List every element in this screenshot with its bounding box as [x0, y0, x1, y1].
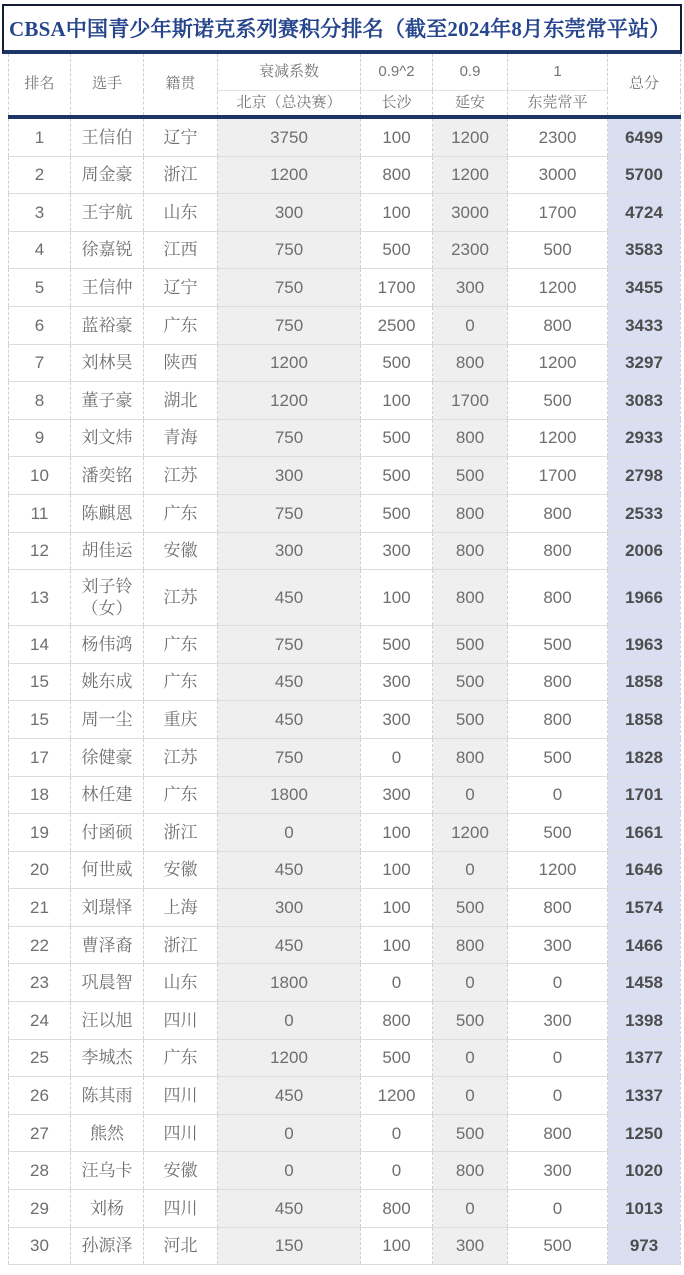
cell-origin: 广东 — [144, 776, 218, 814]
table-row — [9, 156, 681, 194]
cell-dongguan: 800 — [508, 570, 608, 626]
col-subheader-changsha: 长沙 — [361, 91, 433, 118]
cell-total: 1963 — [608, 626, 681, 664]
cell-changsha: 800 — [361, 156, 433, 194]
table-row — [9, 494, 681, 532]
cell-origin: 四川 — [144, 1002, 218, 1040]
header-row-coefficients — [9, 54, 681, 91]
cell-rank: 17 — [9, 738, 71, 776]
cell-rank: 18 — [9, 776, 71, 814]
cell-dongguan: 500 — [508, 814, 608, 852]
cell-rank: 2 — [9, 156, 71, 194]
cell-yanan: 0 — [433, 851, 508, 889]
cell-origin: 江西 — [144, 231, 218, 269]
cell-yanan: 800 — [433, 494, 508, 532]
cell-dongguan: 0 — [508, 964, 608, 1002]
cell-changsha: 100 — [361, 851, 433, 889]
cell-total: 1858 — [608, 663, 681, 701]
table-row — [9, 1190, 681, 1228]
cell-changsha: 0 — [361, 1114, 433, 1152]
cell-beijing: 750 — [218, 231, 361, 269]
cell-changsha: 2500 — [361, 306, 433, 344]
col-subheader-dongguan: 东莞常平 — [508, 91, 608, 118]
cell-dongguan: 800 — [508, 889, 608, 927]
table-row — [9, 1039, 681, 1077]
cell-rank: 11 — [9, 494, 71, 532]
ranking-table — [8, 54, 681, 1265]
cell-origin: 广东 — [144, 663, 218, 701]
cell-total: 1701 — [608, 776, 681, 814]
cell-origin: 浙江 — [144, 926, 218, 964]
cell-beijing: 450 — [218, 570, 361, 626]
cell-rank: 12 — [9, 532, 71, 570]
cell-dongguan: 300 — [508, 926, 608, 964]
cell-player: 刘子铃（女） — [71, 570, 144, 626]
cell-yanan: 0 — [433, 1190, 508, 1228]
cell-rank: 29 — [9, 1190, 71, 1228]
cell-dongguan: 0 — [508, 1039, 608, 1077]
col-header-coef-dongguan: 1 — [508, 54, 608, 91]
col-subheader-yanan: 延安 — [433, 91, 508, 118]
cell-total: 1020 — [608, 1152, 681, 1190]
cell-rank: 14 — [9, 626, 71, 664]
cell-origin: 重庆 — [144, 701, 218, 739]
cell-total: 1646 — [608, 851, 681, 889]
cell-total: 3297 — [608, 344, 681, 382]
cell-origin: 浙江 — [144, 156, 218, 194]
cell-beijing: 450 — [218, 926, 361, 964]
table-header — [9, 54, 681, 117]
cell-rank: 27 — [9, 1114, 71, 1152]
cell-rank: 9 — [9, 419, 71, 457]
cell-rank: 6 — [9, 306, 71, 344]
cell-beijing: 0 — [218, 1152, 361, 1190]
cell-player: 汪乌卡 — [71, 1152, 144, 1190]
cell-total: 2933 — [608, 419, 681, 457]
cell-yanan: 1200 — [433, 814, 508, 852]
cell-origin: 江苏 — [144, 457, 218, 495]
cell-dongguan: 1700 — [508, 457, 608, 495]
cell-yanan: 1200 — [433, 156, 508, 194]
cell-changsha: 500 — [361, 231, 433, 269]
col-header-rank: 排名 — [9, 54, 71, 117]
cell-rank: 1 — [9, 117, 71, 156]
cell-rank: 8 — [9, 382, 71, 420]
cell-rank: 22 — [9, 926, 71, 964]
cell-beijing: 750 — [218, 269, 361, 307]
cell-yanan: 500 — [433, 457, 508, 495]
cell-yanan: 0 — [433, 1077, 508, 1115]
cell-dongguan: 800 — [508, 494, 608, 532]
cell-origin: 江苏 — [144, 738, 218, 776]
page-title: CBSA中国青少年斯诺克系列赛积分排名（截至2024年8月东莞常平站） — [9, 17, 671, 41]
cell-total: 973 — [608, 1227, 681, 1265]
cell-changsha: 1200 — [361, 1077, 433, 1115]
cell-total: 1574 — [608, 889, 681, 927]
cell-total: 1337 — [608, 1077, 681, 1115]
cell-player: 徐嘉锐 — [71, 231, 144, 269]
cell-origin: 四川 — [144, 1114, 218, 1152]
cell-total: 6499 — [608, 117, 681, 156]
cell-total: 1013 — [608, 1190, 681, 1228]
cell-origin: 山东 — [144, 194, 218, 232]
cell-player: 王信伯 — [71, 117, 144, 156]
cell-changsha: 0 — [361, 964, 433, 1002]
cell-rank: 5 — [9, 269, 71, 307]
cell-yanan: 500 — [433, 1002, 508, 1040]
cell-origin: 安徽 — [144, 1152, 218, 1190]
cell-dongguan: 0 — [508, 776, 608, 814]
cell-rank: 19 — [9, 814, 71, 852]
cell-origin: 上海 — [144, 889, 218, 927]
cell-total: 1828 — [608, 738, 681, 776]
cell-total: 1398 — [608, 1002, 681, 1040]
cell-yanan: 800 — [433, 738, 508, 776]
cell-yanan: 500 — [433, 626, 508, 664]
cell-rank: 20 — [9, 851, 71, 889]
cell-total: 2006 — [608, 532, 681, 570]
cell-origin: 安徽 — [144, 851, 218, 889]
cell-total: 1858 — [608, 701, 681, 739]
cell-rank: 24 — [9, 1002, 71, 1040]
cell-rank: 21 — [9, 889, 71, 927]
cell-total: 1458 — [608, 964, 681, 1002]
cell-beijing: 450 — [218, 1190, 361, 1228]
cell-total: 1661 — [608, 814, 681, 852]
cell-total: 1377 — [608, 1039, 681, 1077]
cell-player: 李城杰 — [71, 1039, 144, 1077]
cell-total: 4724 — [608, 194, 681, 232]
table-row — [9, 964, 681, 1002]
cell-beijing: 1800 — [218, 964, 361, 1002]
cell-beijing: 450 — [218, 663, 361, 701]
cell-dongguan: 500 — [508, 738, 608, 776]
cell-origin: 四川 — [144, 1077, 218, 1115]
table-body — [9, 117, 681, 1265]
cell-origin: 辽宁 — [144, 269, 218, 307]
cell-player: 何世威 — [71, 851, 144, 889]
table-row — [9, 344, 681, 382]
cell-yanan: 800 — [433, 1152, 508, 1190]
cell-origin: 江苏 — [144, 570, 218, 626]
cell-changsha: 1700 — [361, 269, 433, 307]
cell-rank: 10 — [9, 457, 71, 495]
cell-beijing: 300 — [218, 532, 361, 570]
cell-beijing: 450 — [218, 851, 361, 889]
cell-total: 1466 — [608, 926, 681, 964]
cell-dongguan: 500 — [508, 231, 608, 269]
col-header-coef-yanan: 0.9 — [433, 54, 508, 91]
cell-player: 陈其雨 — [71, 1077, 144, 1115]
cell-beijing: 750 — [218, 494, 361, 532]
table-row — [9, 701, 681, 739]
cell-player: 蓝裕豪 — [71, 306, 144, 344]
cell-player: 董子豪 — [71, 382, 144, 420]
cell-yanan: 300 — [433, 269, 508, 307]
table-row — [9, 194, 681, 232]
cell-total: 1966 — [608, 570, 681, 626]
cell-player: 潘奕铭 — [71, 457, 144, 495]
cell-changsha: 500 — [361, 344, 433, 382]
cell-origin: 浙江 — [144, 814, 218, 852]
col-header-coef-changsha: 0.9^2 — [361, 54, 433, 91]
cell-player: 曹泽裔 — [71, 926, 144, 964]
table-row — [9, 926, 681, 964]
cell-player: 巩晨智 — [71, 964, 144, 1002]
table-row — [9, 1077, 681, 1115]
cell-player: 陈麒恩 — [71, 494, 144, 532]
table-row — [9, 117, 681, 156]
cell-yanan: 3000 — [433, 194, 508, 232]
table-row — [9, 1002, 681, 1040]
table-row — [9, 738, 681, 776]
cell-beijing: 750 — [218, 306, 361, 344]
cell-player: 刘璟怿 — [71, 889, 144, 927]
cell-player: 周一尘 — [71, 701, 144, 739]
cell-beijing: 0 — [218, 814, 361, 852]
cell-changsha: 0 — [361, 738, 433, 776]
cell-yanan: 0 — [433, 1039, 508, 1077]
cell-yanan: 300 — [433, 1227, 508, 1265]
cell-beijing: 1200 — [218, 382, 361, 420]
cell-player: 付函硕 — [71, 814, 144, 852]
cell-total: 3083 — [608, 382, 681, 420]
cell-yanan: 800 — [433, 570, 508, 626]
cell-origin: 山东 — [144, 964, 218, 1002]
table-row — [9, 570, 681, 626]
cell-changsha: 100 — [361, 194, 433, 232]
cell-rank: 30 — [9, 1227, 71, 1265]
cell-beijing: 450 — [218, 1077, 361, 1115]
cell-yanan: 0 — [433, 776, 508, 814]
cell-player: 姚东成 — [71, 663, 144, 701]
cell-changsha: 0 — [361, 1152, 433, 1190]
cell-dongguan: 1200 — [508, 269, 608, 307]
cell-beijing: 1200 — [218, 1039, 361, 1077]
cell-dongguan: 500 — [508, 1227, 608, 1265]
cell-origin: 安徽 — [144, 532, 218, 570]
cell-changsha: 100 — [361, 382, 433, 420]
col-header-total: 总分 — [608, 54, 681, 117]
cell-rank: 28 — [9, 1152, 71, 1190]
cell-beijing: 1800 — [218, 776, 361, 814]
cell-total: 3583 — [608, 231, 681, 269]
table-row — [9, 231, 681, 269]
cell-changsha: 800 — [361, 1190, 433, 1228]
col-header-decay-factor: 衰减系数 — [218, 54, 361, 91]
cell-yanan: 1200 — [433, 117, 508, 156]
col-header-player: 选手 — [71, 54, 144, 117]
cell-changsha: 300 — [361, 701, 433, 739]
cell-beijing: 450 — [218, 701, 361, 739]
cell-changsha: 500 — [361, 626, 433, 664]
table-row — [9, 1114, 681, 1152]
cell-beijing: 1200 — [218, 156, 361, 194]
cell-player: 王信仲 — [71, 269, 144, 307]
cell-yanan: 800 — [433, 419, 508, 457]
cell-dongguan: 800 — [508, 663, 608, 701]
cell-changsha: 500 — [361, 494, 433, 532]
cell-dongguan: 500 — [508, 382, 608, 420]
table-row — [9, 626, 681, 664]
cell-yanan: 800 — [433, 344, 508, 382]
cell-dongguan: 300 — [508, 1002, 608, 1040]
cell-changsha: 100 — [361, 1227, 433, 1265]
cell-rank: 3 — [9, 194, 71, 232]
cell-origin: 广东 — [144, 626, 218, 664]
cell-rank: 15 — [9, 701, 71, 739]
cell-rank: 7 — [9, 344, 71, 382]
cell-rank: 15 — [9, 663, 71, 701]
cell-player: 徐健豪 — [71, 738, 144, 776]
cell-dongguan: 1200 — [508, 344, 608, 382]
cell-origin: 河北 — [144, 1227, 218, 1265]
cell-yanan: 0 — [433, 964, 508, 1002]
cell-changsha: 500 — [361, 1039, 433, 1077]
cell-origin: 青海 — [144, 419, 218, 457]
table-row — [9, 1227, 681, 1265]
cell-yanan: 500 — [433, 701, 508, 739]
cell-beijing: 300 — [218, 457, 361, 495]
cell-dongguan: 2300 — [508, 117, 608, 156]
cell-player: 熊然 — [71, 1114, 144, 1152]
title-bar — [2, 4, 682, 54]
cell-changsha: 100 — [361, 889, 433, 927]
cell-player: 刘文炜 — [71, 419, 144, 457]
cell-yanan: 500 — [433, 663, 508, 701]
cell-changsha: 500 — [361, 419, 433, 457]
cell-beijing: 750 — [218, 738, 361, 776]
cell-dongguan: 0 — [508, 1077, 608, 1115]
cell-yanan: 800 — [433, 926, 508, 964]
cell-dongguan: 3000 — [508, 156, 608, 194]
cell-dongguan: 1700 — [508, 194, 608, 232]
cell-origin: 辽宁 — [144, 117, 218, 156]
cell-beijing: 300 — [218, 194, 361, 232]
cell-beijing: 1200 — [218, 344, 361, 382]
cell-changsha: 100 — [361, 814, 433, 852]
cell-player: 林任建 — [71, 776, 144, 814]
cell-dongguan: 300 — [508, 1152, 608, 1190]
cell-beijing: 0 — [218, 1002, 361, 1040]
cell-changsha: 100 — [361, 926, 433, 964]
cell-dongguan: 1200 — [508, 419, 608, 457]
cell-changsha: 300 — [361, 663, 433, 701]
cell-rank: 25 — [9, 1039, 71, 1077]
table-row — [9, 814, 681, 852]
col-header-origin: 籍贯 — [144, 54, 218, 117]
cell-beijing: 750 — [218, 626, 361, 664]
table-row — [9, 532, 681, 570]
cell-total: 2798 — [608, 457, 681, 495]
cell-dongguan: 800 — [508, 1114, 608, 1152]
cell-yanan: 800 — [433, 532, 508, 570]
cell-changsha: 800 — [361, 1002, 433, 1040]
cell-yanan: 0 — [433, 306, 508, 344]
cell-rank: 4 — [9, 231, 71, 269]
cell-changsha: 300 — [361, 532, 433, 570]
table-row — [9, 419, 681, 457]
cell-player: 王宇航 — [71, 194, 144, 232]
cell-player: 杨伟鸿 — [71, 626, 144, 664]
cell-total: 3433 — [608, 306, 681, 344]
cell-dongguan: 0 — [508, 1190, 608, 1228]
cell-player: 刘林昊 — [71, 344, 144, 382]
cell-dongguan: 800 — [508, 701, 608, 739]
cell-player: 孙源泽 — [71, 1227, 144, 1265]
cell-player: 汪以旭 — [71, 1002, 144, 1040]
table-row — [9, 851, 681, 889]
cell-origin: 湖北 — [144, 382, 218, 420]
cell-total: 3455 — [608, 269, 681, 307]
cell-beijing: 3750 — [218, 117, 361, 156]
cell-origin: 陕西 — [144, 344, 218, 382]
cell-player: 胡佳运 — [71, 532, 144, 570]
table-row — [9, 306, 681, 344]
cell-total: 2533 — [608, 494, 681, 532]
cell-origin: 广东 — [144, 1039, 218, 1077]
cell-yanan: 1700 — [433, 382, 508, 420]
cell-player: 刘杨 — [71, 1190, 144, 1228]
table-row — [9, 776, 681, 814]
table-row — [9, 457, 681, 495]
cell-beijing: 150 — [218, 1227, 361, 1265]
cell-changsha: 300 — [361, 776, 433, 814]
table-row — [9, 889, 681, 927]
cell-player: 周金豪 — [71, 156, 144, 194]
cell-dongguan: 1200 — [508, 851, 608, 889]
cell-changsha: 500 — [361, 457, 433, 495]
cell-changsha: 100 — [361, 117, 433, 156]
cell-dongguan: 800 — [508, 532, 608, 570]
cell-dongguan: 500 — [508, 626, 608, 664]
cell-rank: 13 — [9, 570, 71, 626]
cell-changsha: 100 — [361, 570, 433, 626]
cell-beijing: 750 — [218, 419, 361, 457]
cell-total: 1250 — [608, 1114, 681, 1152]
table-row — [9, 1152, 681, 1190]
cell-origin: 四川 — [144, 1190, 218, 1228]
cell-rank: 23 — [9, 964, 71, 1002]
table-row — [9, 663, 681, 701]
cell-rank: 26 — [9, 1077, 71, 1115]
cell-yanan: 2300 — [433, 231, 508, 269]
cell-origin: 广东 — [144, 494, 218, 532]
table-row — [9, 269, 681, 307]
col-subheader-beijing: 北京（总决赛） — [218, 91, 361, 118]
table-row — [9, 382, 681, 420]
cell-beijing: 300 — [218, 889, 361, 927]
cell-yanan: 500 — [433, 1114, 508, 1152]
cell-yanan: 500 — [433, 889, 508, 927]
cell-beijing: 0 — [218, 1114, 361, 1152]
cell-dongguan: 800 — [508, 306, 608, 344]
page — [0, 4, 684, 1275]
cell-origin: 广东 — [144, 306, 218, 344]
cell-total: 5700 — [608, 156, 681, 194]
